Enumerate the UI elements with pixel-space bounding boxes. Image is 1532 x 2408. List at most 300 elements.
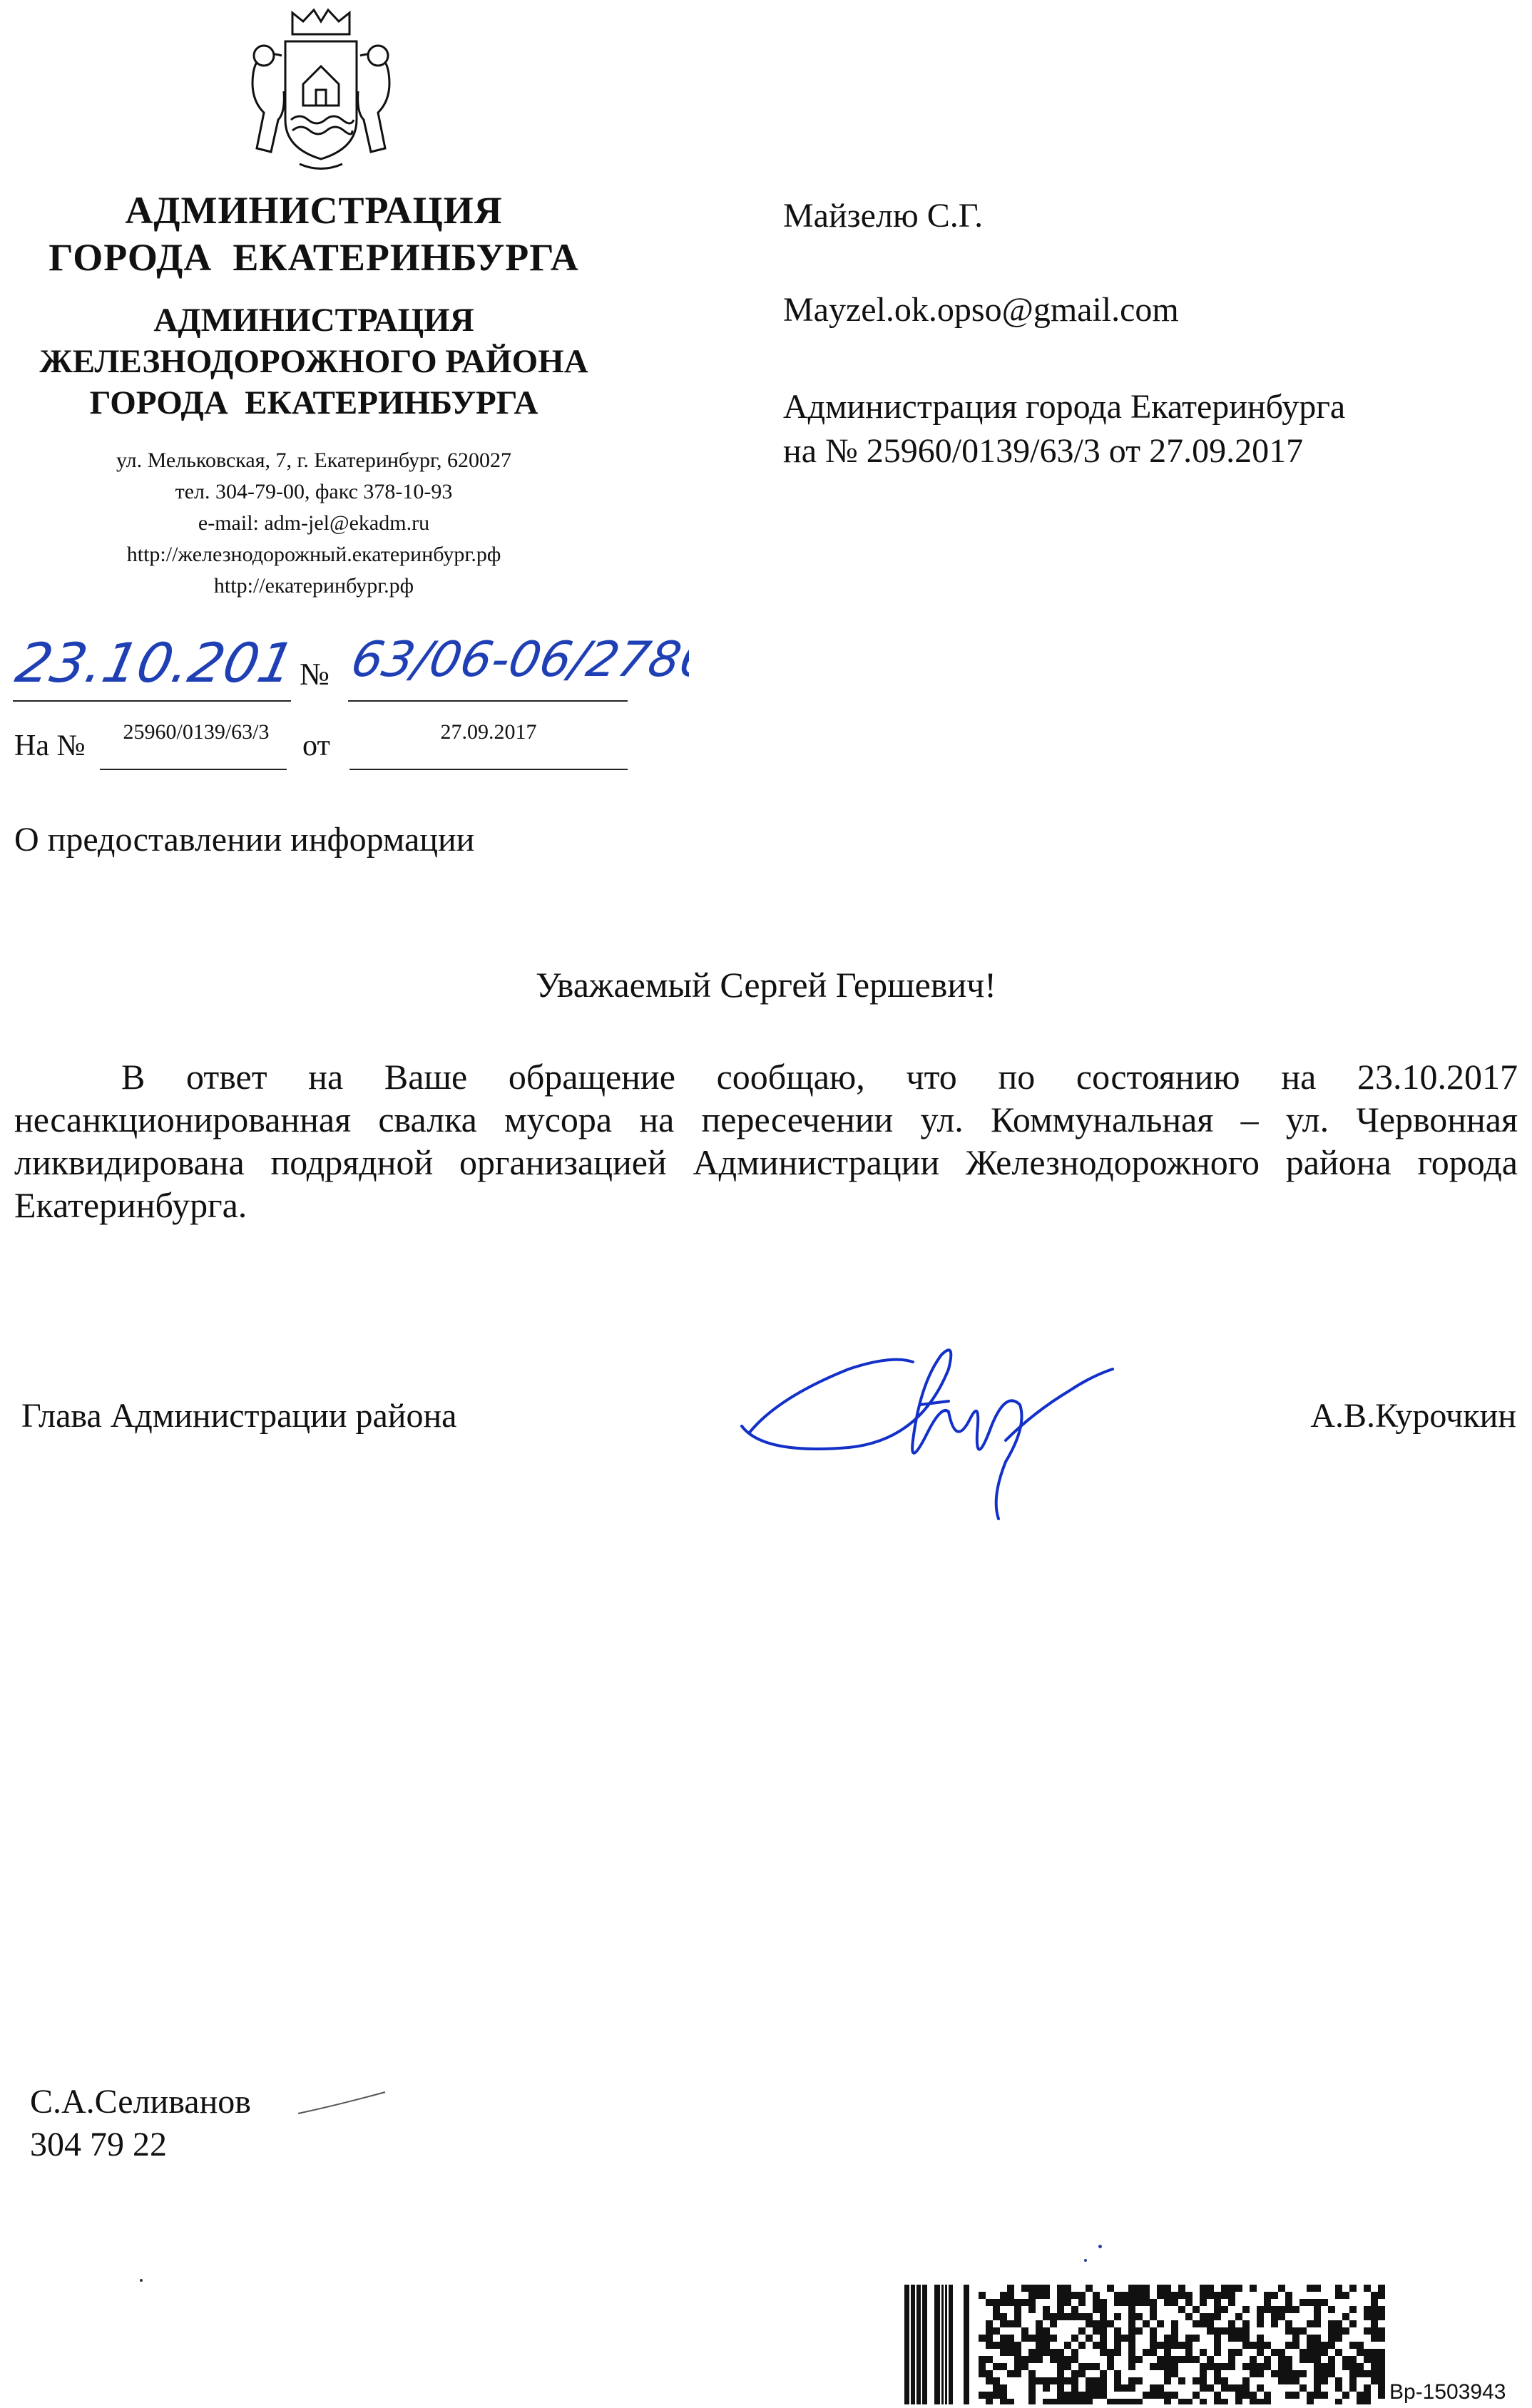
barcode-cell: [1171, 2363, 1178, 2370]
barcode-cell: [1021, 2335, 1028, 2342]
barcode-cell: [1043, 2399, 1050, 2404]
barcode-cell: [979, 2392, 986, 2399]
barcode-cell: [1150, 2384, 1157, 2392]
barcode-cell: [1235, 2399, 1242, 2404]
barcode-cell: [1093, 2377, 1100, 2384]
barcode-cell: [1242, 2327, 1250, 2335]
barcode-cell: [1242, 2384, 1250, 2392]
letter-subject: О предоставлении информации: [14, 821, 475, 859]
barcode-cell: [1000, 2292, 1007, 2299]
barcode-cell: [1150, 2299, 1157, 2306]
ink-dot: [1084, 2259, 1087, 2262]
barcode-cell: [1321, 2299, 1328, 2306]
barcode-cell: [1328, 2363, 1335, 2370]
barcode-cell: [1050, 2320, 1057, 2327]
barcode-cell: [1285, 2299, 1292, 2306]
barcode-cell: [1078, 2370, 1086, 2377]
barcode-cell: [1114, 2349, 1121, 2356]
barcode-cell: [1342, 2392, 1349, 2399]
barcode-cell: [1349, 2285, 1357, 2292]
barcode-cell: [1164, 2356, 1171, 2363]
barcode-cell: [1064, 2356, 1071, 2363]
barcode-cell: [1157, 2285, 1164, 2292]
barcode-cell: [1364, 2349, 1371, 2356]
address-line: ул. Мельковская, 7, г. Екатеринбург, 620027: [116, 449, 511, 472]
barcode-cell: [1314, 2285, 1321, 2292]
barcode-cell: [1271, 2320, 1278, 2327]
barcode-bar: [945, 2285, 947, 2404]
barcode-cell: [1335, 2384, 1342, 2392]
registration-number-text: 63/06-06/2786: [347, 631, 689, 688]
barcode-cell: [1064, 2399, 1071, 2404]
barcode-cell: [1200, 2349, 1207, 2356]
barcode-cell: [1328, 2327, 1335, 2335]
barcode-cell: [993, 2392, 1000, 2399]
barcode-bar: [922, 2285, 927, 2404]
barcode-cell: [1071, 2313, 1078, 2320]
barcode-cell: [1036, 2285, 1043, 2292]
barcode-cell: [1028, 2399, 1036, 2404]
barcode-cell: [1342, 2327, 1349, 2335]
barcode-cell: [1185, 2299, 1193, 2306]
barcode-cell: [1264, 2399, 1271, 2404]
barcode-cell: [1335, 2320, 1342, 2327]
barcode-cell: [1000, 2320, 1007, 2327]
barcode-cell: [1086, 2384, 1093, 2392]
barcode-cell: [1357, 2363, 1364, 2370]
barcode-cell: [1064, 2285, 1071, 2292]
barcode-cell: [1349, 2384, 1357, 2392]
barcode-cell: [1171, 2299, 1178, 2306]
barcode-cell: [1086, 2313, 1093, 2320]
barcode-cell: [1214, 2299, 1221, 2306]
barcode-cell: [1178, 2377, 1185, 2384]
barcode-cell: [1257, 2363, 1264, 2370]
barcode-cell: [1214, 2349, 1221, 2356]
reference-number-underline: [100, 769, 287, 770]
barcode-cell: [1292, 2335, 1299, 2342]
barcode-cell: [1235, 2313, 1242, 2320]
letter-body-text: В ответ на Ваше обращение сообщаю, что по состоянию на 23.10.2017 несанкционированная свалка мусора на пересечении ул. Коммунальная – ул. Червонная ликвидирована подрядной организацией Администрации Железнодорожного района города Екатеринбурга.: [14, 1057, 1518, 1225]
barcode-cell: [1150, 2349, 1157, 2356]
barcode-cell: [1100, 2327, 1107, 2335]
barcode-cell: [1057, 2399, 1064, 2404]
barcode-cell: [1007, 2342, 1014, 2349]
barcode-cell: [1257, 2320, 1264, 2327]
barcode-cell: [1242, 2377, 1250, 2384]
barcode-cell: [1057, 2306, 1064, 2313]
barcode-cell: [1228, 2363, 1235, 2370]
barcode-cell: [1342, 2356, 1349, 2363]
barcode-cell: [1349, 2306, 1357, 2313]
barcode-cell: [1228, 2285, 1235, 2292]
barcode-cell: [1093, 2363, 1100, 2370]
barcode-cell: [1071, 2356, 1078, 2363]
barcode-cell: [1378, 2363, 1385, 2370]
barcode-cell: [1100, 2342, 1107, 2349]
number-sign: №: [300, 657, 330, 692]
barcode-cell: [1021, 2363, 1028, 2370]
barcode-cell: [1150, 2342, 1157, 2349]
barcode-cell: [1378, 2377, 1385, 2384]
barcode-cell: [1064, 2342, 1071, 2349]
barcode-cell: [1143, 2299, 1150, 2306]
barcode-cell: [1264, 2306, 1271, 2313]
barcode-cell: [1050, 2377, 1057, 2384]
barcode-cell: [1200, 2285, 1207, 2292]
barcode-cell: [1228, 2349, 1235, 2356]
barcode-cell: [1271, 2306, 1278, 2313]
barcode-bar: [911, 2285, 915, 2404]
barcode-cell: [1364, 2306, 1371, 2313]
barcode-cell: [1378, 2356, 1385, 2363]
barcode-cell: [1221, 2399, 1228, 2404]
barcode-cell: [1014, 2349, 1021, 2356]
barcode-cell: [1100, 2313, 1107, 2320]
barcode-cell: [1357, 2342, 1364, 2349]
barcode-cell: [1264, 2292, 1271, 2299]
barcode-cell: [986, 2377, 993, 2384]
addressee-organization: [783, 385, 1345, 473]
barcode-cell: [1285, 2392, 1292, 2399]
barcode-cell: [1292, 2392, 1299, 2399]
barcode-cell: [1128, 2292, 1135, 2299]
barcode-cell: [1128, 2299, 1135, 2306]
barcode-cell: [1371, 2370, 1378, 2377]
barcode-cell: [1028, 2285, 1036, 2292]
barcode-cell: [1078, 2392, 1086, 2399]
barcode-cell: [1128, 2356, 1135, 2363]
barcode-cell: [1057, 2370, 1064, 2377]
barcode-cell: [1285, 2363, 1292, 2370]
barcode-cell: [1107, 2285, 1114, 2292]
barcode-cell: [1057, 2384, 1064, 2392]
barcode-cell: [1214, 2399, 1221, 2404]
barcode-bar: [949, 2285, 953, 2404]
barcode-cell: [1128, 2285, 1135, 2292]
barcode-icon: [900, 2285, 1385, 2404]
barcode-cell: [1007, 2285, 1014, 2292]
barcode-cell: [1193, 2335, 1200, 2342]
barcode-cell: [1171, 2327, 1178, 2335]
barcode-cell: [1128, 2384, 1135, 2392]
barcode-cell: [1007, 2370, 1014, 2377]
barcode-cell: [1114, 2313, 1121, 2320]
barcode-cell: [1114, 2292, 1121, 2299]
barcode-cell: [1128, 2335, 1135, 2342]
barcode-cell: [1321, 2370, 1328, 2377]
barcode-cell: [1264, 2356, 1271, 2363]
barcode-cell: [1171, 2335, 1178, 2342]
barcode-cell: [1278, 2306, 1285, 2313]
barcode-cell: [1050, 2313, 1057, 2320]
barcode-cell: [993, 2384, 1000, 2392]
barcode-cell: [1064, 2363, 1071, 2370]
barcode-cell: [1014, 2370, 1021, 2377]
barcode-cell: [1214, 2370, 1221, 2377]
barcode-cell: [1335, 2292, 1342, 2299]
barcode-cell: [1342, 2363, 1349, 2370]
barcode-cell: [1278, 2356, 1285, 2363]
barcode-cell: [1135, 2313, 1143, 2320]
barcode-cell: [1278, 2285, 1285, 2292]
barcode-cell: [1178, 2285, 1185, 2292]
barcode-bar: [904, 2285, 909, 2404]
barcode-cell: [1314, 2349, 1321, 2356]
barcode-cell: [1036, 2327, 1043, 2335]
barcode-cell: [1278, 2313, 1285, 2320]
barcode-cell: [1021, 2285, 1028, 2292]
barcode-cell: [1328, 2370, 1335, 2377]
barcode-cell: [1299, 2384, 1307, 2392]
barcode-cell: [1342, 2313, 1349, 2320]
sub-line-1: АДМИНИСТРАЦИЯ: [153, 302, 474, 339]
barcode-cell: [1378, 2306, 1385, 2313]
barcode-cell: [1078, 2299, 1086, 2306]
barcode-cell: [1100, 2384, 1107, 2392]
barcode-cell: [1314, 2306, 1321, 2313]
barcode-cell: [1028, 2384, 1036, 2392]
barcode-cell: [1128, 2349, 1135, 2356]
barcode-cell: [1100, 2377, 1107, 2384]
barcode-cell: [1000, 2399, 1007, 2404]
barcode-cell: [1200, 2292, 1207, 2299]
barcode-cell: [1357, 2349, 1364, 2356]
website-link-2: http://екатеринбург.рф: [213, 574, 414, 598]
barcode-cell: [1121, 2399, 1128, 2404]
barcode-cell: [1292, 2342, 1299, 2349]
barcode-cell: [1114, 2342, 1121, 2349]
barcode-cell: [1028, 2392, 1036, 2399]
barcode-cell: [986, 2299, 993, 2306]
barcode-cell: [1242, 2363, 1250, 2370]
barcode-cell: [1143, 2392, 1150, 2399]
barcode-cell: [1157, 2363, 1164, 2370]
district-administration-name: [14, 299, 613, 424]
barcode-cell: [1278, 2377, 1285, 2384]
barcode-cell: [1036, 2292, 1043, 2299]
addressee-email: Mayzel.ok.opso@gmail.com: [783, 291, 1179, 329]
barcode-cell: [1378, 2392, 1385, 2399]
barcode-cell: [1100, 2370, 1107, 2377]
barcode-cell: [1057, 2356, 1064, 2363]
barcode-cell: [1307, 2285, 1314, 2292]
barcode-bar: [964, 2285, 969, 2404]
barcode-cell: [1171, 2370, 1178, 2377]
barcode-cell: [1114, 2384, 1121, 2392]
barcode-cell: [993, 2363, 1000, 2370]
barcode-cell: [1178, 2292, 1185, 2299]
barcode-cell: [1364, 2370, 1371, 2377]
barcode-cell: [1328, 2320, 1335, 2327]
barcode-cell: [1135, 2292, 1143, 2299]
barcode-cell: [1107, 2356, 1114, 2363]
barcode-cell: [1164, 2285, 1171, 2292]
barcode-cell: [1314, 2299, 1321, 2306]
barcode-cell: [1357, 2399, 1364, 2404]
barcode-cell: [1150, 2313, 1157, 2320]
reference-number: 25960/0139/63/3: [123, 720, 270, 744]
barcode-cell: [1128, 2399, 1135, 2404]
addressee-org-line-1: Администрация города Екатеринбурга: [783, 388, 1346, 426]
barcode-cell: [1000, 2335, 1007, 2342]
barcode-cell: [1200, 2399, 1207, 2404]
barcode-cell: [1378, 2370, 1385, 2377]
barcode-cell: [1235, 2384, 1242, 2392]
barcode-cell: [1185, 2399, 1193, 2404]
barcode-cell: [1135, 2285, 1143, 2292]
barcode-cell: [1100, 2320, 1107, 2327]
barcode-cell: [1371, 2292, 1378, 2299]
barcode-cell: [1378, 2384, 1385, 2392]
barcode-cell: [1378, 2313, 1385, 2320]
barcode-cell: [1071, 2370, 1078, 2377]
barcode-cell: [1135, 2356, 1143, 2363]
letter-body: [14, 1055, 1518, 1226]
barcode-cell: [1235, 2349, 1242, 2356]
barcode-cell: [1150, 2327, 1157, 2335]
barcode-cell: [1093, 2320, 1100, 2327]
barcode-cell: [1050, 2356, 1057, 2363]
barcode-cell: [1143, 2292, 1150, 2299]
barcode-cell: [1185, 2349, 1193, 2356]
barcode-cell: [1257, 2370, 1264, 2377]
barcode-cell: [1028, 2349, 1036, 2356]
barcode-cell: [1014, 2299, 1021, 2306]
barcode-cell: [1285, 2292, 1292, 2299]
barcode-cell: [1250, 2342, 1257, 2349]
barcode-cell: [1107, 2399, 1114, 2404]
barcode-cell: [1221, 2327, 1228, 2335]
barcode-cell: [1050, 2335, 1057, 2342]
barcode-cell: [1242, 2306, 1250, 2313]
barcode-cell: [1235, 2392, 1242, 2399]
barcode-cell: [1371, 2356, 1378, 2363]
handwritten-signature-icon: [735, 1326, 1120, 1533]
sub-line-2: ЖЕЛЕЗНОДОРОЖНОГО РАЙОНА: [39, 343, 588, 380]
signatory-name: А.В.Курочкин: [1310, 1397, 1516, 1435]
barcode-cell: [1250, 2392, 1257, 2399]
barcode-cell: [1171, 2342, 1178, 2349]
barcode-cell: [1221, 2292, 1228, 2299]
barcode-cell: [1235, 2335, 1242, 2342]
barcode-cell: [1071, 2377, 1078, 2384]
barcode-cell: [1228, 2356, 1235, 2363]
barcode-cell: [1371, 2320, 1378, 2327]
barcode-cell: [1364, 2399, 1371, 2404]
barcode-cell: [1221, 2377, 1228, 2384]
barcode-cell: [1299, 2327, 1307, 2335]
barcode-cell: [1364, 2327, 1371, 2335]
barcode-cell: [1078, 2327, 1086, 2335]
barcode-cell: [1128, 2313, 1135, 2320]
document-code: Вр-1503943: [1389, 2380, 1506, 2404]
barcode-cell: [1157, 2320, 1164, 2327]
barcode-cell: [986, 2342, 993, 2349]
barcode-cell: [1364, 2392, 1371, 2399]
barcode-cell: [1314, 2356, 1321, 2363]
barcode-cell: [986, 2327, 993, 2335]
barcode-cell: [1214, 2377, 1221, 2384]
barcode-cell: [1207, 2384, 1214, 2392]
barcode-cell: [1100, 2306, 1107, 2313]
barcode-cell: [1371, 2299, 1378, 2306]
barcode-cell: [1257, 2384, 1264, 2392]
barcode-cell: [1164, 2335, 1171, 2342]
barcode-cell: [1371, 2335, 1378, 2342]
barcode-cell: [1307, 2392, 1314, 2399]
barcode-cell: [1335, 2349, 1342, 2356]
barcode-cell: [986, 2335, 993, 2342]
barcode-cell: [1335, 2327, 1342, 2335]
org-line-1: АДМИНИСТРАЦИЯ: [125, 189, 503, 232]
barcode-cell: [1200, 2377, 1207, 2384]
barcode-cell: [1292, 2306, 1299, 2313]
pen-stroke-mark: [295, 2089, 388, 2118]
barcode-cell: [1007, 2335, 1014, 2342]
barcode-cell: [1086, 2363, 1093, 2370]
barcode-cell: [1114, 2335, 1121, 2342]
barcode-cell: [1250, 2363, 1257, 2370]
barcode-cell: [1028, 2299, 1036, 2306]
barcode-cell: [1121, 2384, 1128, 2392]
barcode-cell: [1378, 2335, 1385, 2342]
barcode-cell: [1207, 2285, 1214, 2292]
barcode-cell: [1150, 2392, 1157, 2399]
barcode-cell: [1150, 2335, 1157, 2342]
barcode-cell: [986, 2370, 993, 2377]
barcode-cell: [1014, 2313, 1021, 2320]
barcode-cell: [1257, 2399, 1264, 2404]
barcode-cell: [1036, 2349, 1043, 2356]
barcode-cell: [1314, 2313, 1321, 2320]
barcode-cell: [1057, 2363, 1064, 2370]
barcode-cell: [1242, 2335, 1250, 2342]
barcode-cell: [979, 2356, 986, 2363]
organization-name: [14, 187, 613, 281]
barcode-cell: [1086, 2392, 1093, 2399]
barcode-cell: [1071, 2292, 1078, 2299]
barcode-cell: [1057, 2285, 1064, 2292]
barcode-cell: [1007, 2299, 1014, 2306]
barcode-cell: [1371, 2313, 1378, 2320]
barcode-cell: [1271, 2349, 1278, 2356]
barcode-bar: [916, 2285, 921, 2404]
barcode-cell: [1214, 2292, 1221, 2299]
barcode-cell: [1307, 2399, 1314, 2404]
barcode-cell: [1299, 2356, 1307, 2363]
barcode-cell: [1157, 2292, 1164, 2299]
barcode-cell: [1071, 2306, 1078, 2313]
barcode-cell: [1164, 2392, 1171, 2399]
barcode-cell: [1036, 2320, 1043, 2327]
barcode-cell: [986, 2392, 993, 2399]
barcode-cell: [1285, 2370, 1292, 2377]
barcode-cell: [993, 2327, 1000, 2335]
barcode-cell: [1278, 2363, 1285, 2370]
barcode-cell: [1321, 2349, 1328, 2356]
barcode-cell: [1200, 2313, 1207, 2320]
barcode-cell: [1364, 2313, 1371, 2320]
barcode-cell: [1314, 2320, 1321, 2327]
barcode-cell: [1257, 2313, 1264, 2320]
barcode-cell: [986, 2320, 993, 2327]
barcode-cell: [1128, 2320, 1135, 2327]
barcode-cell: [1371, 2349, 1378, 2356]
barcode-cell: [1200, 2370, 1207, 2377]
barcode-cell: [1128, 2327, 1135, 2335]
barcode-cell: [1007, 2349, 1014, 2356]
